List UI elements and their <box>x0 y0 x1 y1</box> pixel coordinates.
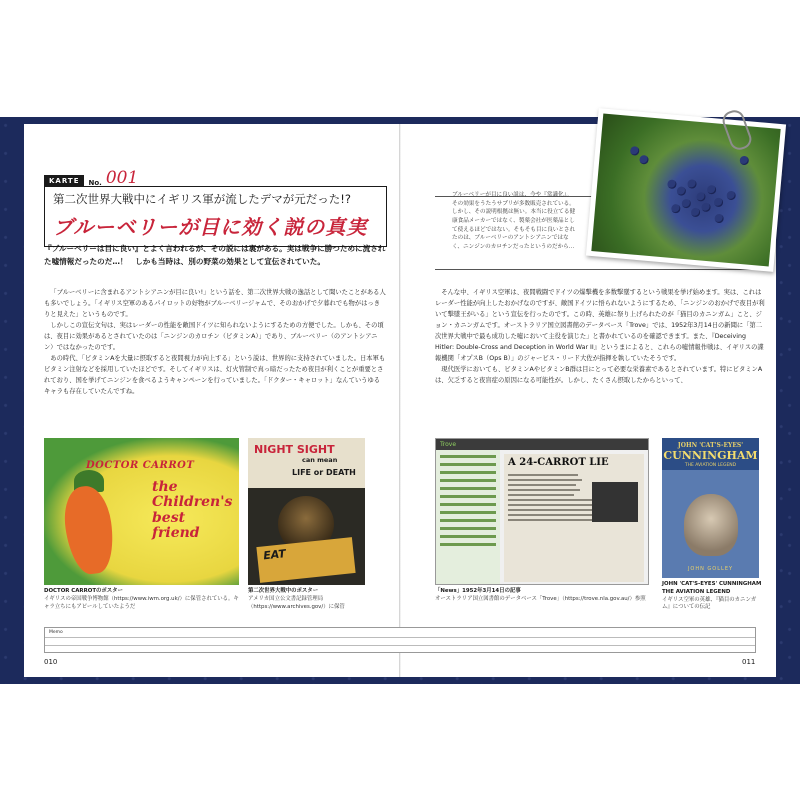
night-poster-caption <box>248 588 373 611</box>
body-paragraph: 現代医学においても、ビタミンAやビタミンB群は目にとって必要な栄養素であるとされています。特にビタミンAは、欠乏すると夜盲症の原因になる可能性が。しかし、たくさん摂取したからといって、 <box>435 366 763 385</box>
body-paragraph: しかしこの宣伝文句は、実はレーダーの性能を敵国ドイツに知られないようにするための方便でした。しかも、その頃は、夜目に効果があるとされていたのは「ニンジンのカロチン（ビタミンA）」であり、ブルーベリー（のアントシアニン）ではなかったのです。 <box>44 322 384 352</box>
article-title: ブルーベリーが目に効く説の真実 <box>53 215 368 239</box>
slogan-line: Children's <box>152 494 233 511</box>
karte-no-label: No. <box>88 179 102 187</box>
caption-title: JOHN 'CAT'S-EYES' CUNNINGHAM THE AVIATION LEGEND <box>662 581 762 595</box>
blueberry-photo <box>586 108 786 272</box>
memo-label: Memo <box>49 630 63 635</box>
title-box <box>44 186 387 247</box>
memo-line <box>45 645 755 646</box>
caption-text: オーストラリア国立図書館のデータベース「Trove」（https://trove.nla.gov.au/）参照 <box>435 595 646 602</box>
newspaper-headline: A 24-CARROT LIE <box>508 457 609 468</box>
book-author: JOHN GOLLEY <box>687 566 734 572</box>
slogan-line: best <box>152 509 186 526</box>
karte-number: 001 <box>105 168 139 188</box>
caption-title: 「News」1952年3月14日の記事 <box>435 588 521 594</box>
caption-title: DOCTOR CARROTのポスター <box>44 588 123 594</box>
book-title-line: THE AVIATION LEGEND <box>684 463 737 468</box>
poster-title <box>254 444 335 456</box>
poster-subtext: can mean <box>302 456 338 464</box>
blueberry-image <box>591 114 780 267</box>
slogan-line: the <box>152 479 178 495</box>
pilot-portrait <box>684 494 738 556</box>
poster-title-line: NIGHT SIGHT <box>254 443 335 456</box>
left-body-text <box>44 287 386 397</box>
book-caption <box>662 581 764 612</box>
right-body-text <box>435 287 765 386</box>
trove-sidebar <box>436 450 500 584</box>
intro-rule <box>435 269 765 270</box>
poster-title-line: LIFE or DEATH <box>292 468 356 477</box>
caption-title: 第二次世界大戦中のポスター <box>248 588 319 594</box>
body-paragraph: そんな中、イギリス空軍は、夜間戦闘でドイツの爆撃機を多数撃墜するという戦果を挙げ始めます。実は、これはレーダー性能が向上したおかげなのですが、敵国ドイツに悟られないようにするため、「ニンジンのおかげで夜目が利いて撃墜王がいる」という宣伝を行ったのです。この時、英雄に祭り上げられたのが「猫目のカニンガム」こと、ジョン・カニンガムです。オーストラリア国立図書館のデータベース「Trove」では、1952年3月14日の新聞に「第二次世界大戦中で最も成功した嘘において主役を演じた」と書かれているのを確認できます。また、『Deceiving Hitler: Double-Cross and Deception in World War II』というまによると、これらの嘘情報作戦は、イギリスの諜報機関「オプスB（Ops B）」のジャービス・リード大佐が指揮を執していたそうです。 <box>435 289 765 363</box>
caption-text: アメリカ国立公文書記録管理局（https://www.archives.gov/）に保管 <box>248 595 345 610</box>
left-page-content <box>24 117 399 677</box>
trove-logo: Trove <box>436 439 648 450</box>
trove-caption <box>435 588 649 604</box>
body-paragraph: 「ブルーベリーに含まれるアントシアニンが目に良い!」という話を、第二次世界大戦の逸話として聞いたことがある人も多いでしょう。「イギリス空軍のあるパイロットの好物がブルーベリージャムで、そのおかげで夕暮れでも物がはっきりと見えた」というものです。 <box>44 289 386 319</box>
book-title-line: CUNNINGHAM <box>663 449 758 462</box>
article-lead: 『ブルーベリーは目に良い』とよく言われるが、その説には裏がある。実は戦争に勝つために流された嘘情報だったのだ…！ しかも当時は、別の野菜の効果として宣伝されていた。 <box>44 244 386 266</box>
page-number-left: 010 <box>44 658 58 666</box>
doctor-carrot-poster <box>44 438 239 585</box>
poster-slogan <box>152 480 232 542</box>
carrot-poster-caption <box>44 588 239 611</box>
poster-headline: DOCTOR CARROT <box>86 460 195 471</box>
slogan-line: friend <box>152 525 200 542</box>
caption-text: イギリス空軍の英雄、『猫目のカニンガム』についての伝記 <box>662 596 757 611</box>
article-subtitle: 第二次世界大戦中にイギリス軍が流したデマが元だった!? <box>53 192 351 206</box>
newspaper-clipping <box>504 454 644 582</box>
page-number-right: 011 <box>742 658 756 666</box>
trove-screenshot <box>435 438 649 585</box>
eat-text: EAT <box>262 547 287 563</box>
karte-tag: KARTE <box>44 175 84 187</box>
caption-text: イギリスの帝国戦争博物館（https://www.iwm.org.uk/）に保管されている。キャラ立ちにもアピールしていたようだ <box>44 595 239 610</box>
memo-line <box>45 637 755 638</box>
karte-header <box>44 170 138 187</box>
memo-strip <box>44 627 756 653</box>
body-paragraph: あの時代、「ビタミンAを大量に摂取すると夜間視力が向上する」という説は、世界的に支持されていました。日本軍もビタミン注射などを採用していたほどです。そしてイギリスは、灯火管制で真っ暗だったため夜目が利くことが重要とされており、国を挙げてニンジンを食べるようキャンペーンを行っていました。「ドクター・キャロット」なんていうゆるキャラも存在していたんですね。 <box>44 355 386 396</box>
eat-banner <box>256 537 355 583</box>
cunningham-book-cover <box>662 438 759 578</box>
book-title-line: JOHN 'CAT'S-EYES' <box>677 442 744 449</box>
intro-text: ブルーベリーが目に良い説は、今や『常識化』。その効果をうたうサプリが多数販売されている。しかし、その説明根拠は無い。本当に役立てる健康食品メーカーではなく、製薬会社が医薬品として使えるほどではない。そもそも目に良いとされたのは、ブルーベリーのアントシアニンではなく、ニンジンのカロチンだったというのだから… <box>452 192 576 250</box>
newspaper-photo <box>592 482 638 522</box>
night-sight-poster <box>248 438 365 585</box>
